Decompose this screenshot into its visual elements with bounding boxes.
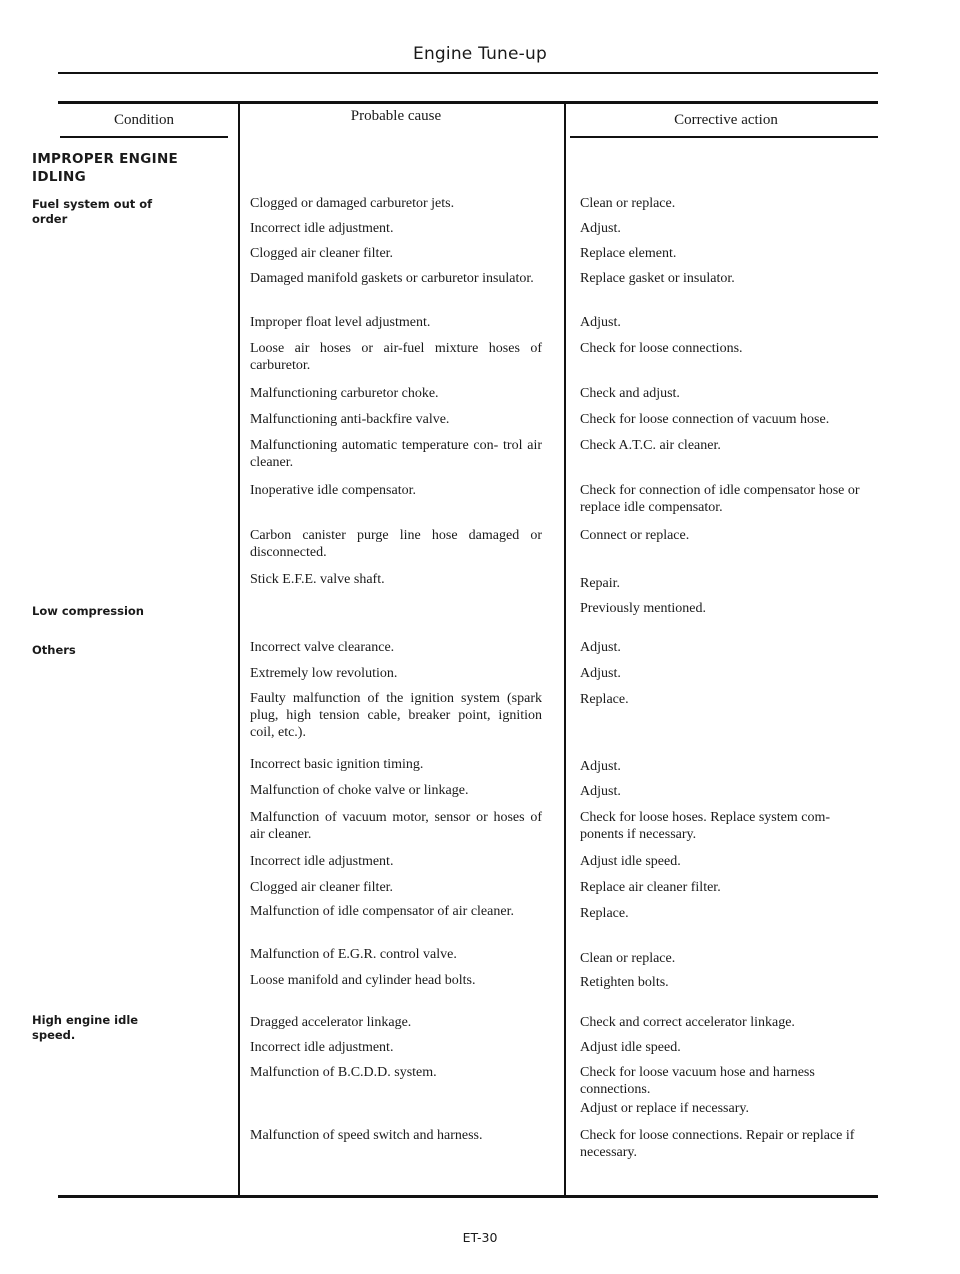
action-item: Clean or replace. [580,196,676,211]
action-item: Adjust. [580,315,621,330]
action-item: Adjust. [580,666,621,681]
cause-item: Malfunction of B.C.D.D. system. [250,1065,437,1080]
action-item: Check for loose connection of vacuum hose. [580,412,830,427]
cause-item: Clogged or damaged carburetor jets. [250,196,455,211]
action-item: Check and adjust. [580,386,680,401]
cause-item: Incorrect valve clearance. [250,640,395,655]
action-item: Adjust. [580,759,621,774]
condition-high-idle-speed: High engine idle speed. [32,1013,139,1042]
condition-improper-engine-idling: IMPROPER ENGINE IDLING [32,151,179,185]
cause-item: Clogged air cleaner filter. [250,880,394,895]
action-item: Adjust. [580,221,621,236]
cause-item: Incorrect idle adjustment. [250,854,394,869]
action-item: Check and correct accelerator linkage. [580,1015,795,1030]
column-header-corrective-action: Corrective action [674,112,778,128]
action-item: Adjust or replace if necessary. [580,1101,749,1116]
table-top-rule [58,101,878,104]
action-item: Check for connection of idle compensator hose or replace idle compensator. [580,483,860,515]
action-item: Adjust. [580,640,621,655]
action-item: Replace gasket or insulator. [580,271,735,286]
cause-item: Malfunction of speed switch and harness. [250,1128,483,1143]
action-item: Adjust idle speed. [580,854,681,869]
cause-item: Malfunction of E.G.R. control valve. [250,947,457,962]
header-rule [58,72,878,74]
cause-item: Loose air hoses or air-fuel mixture hoses of carburetor. [250,341,542,373]
cause-item: Malfunction of idle compensator of air cleaner. [250,904,514,919]
cause-item: Loose manifold and cylinder head bolts. [250,973,476,988]
action-item: Adjust. [580,784,621,799]
page-number: ET-30 [462,1230,498,1245]
action-item: Replace. [580,906,629,921]
cause-item: Incorrect idle adjustment. [250,221,394,236]
cause-item: Malfunctioning anti-backfire valve. [250,412,450,427]
action-item: Replace air cleaner filter. [580,880,721,895]
action-item: Check A.T.C. air cleaner. [580,438,721,453]
action-item: Check for loose connections. [580,341,743,356]
action-item: Previously mentioned. [580,601,706,616]
cause-item: Malfunction of vacuum motor, sensor or hoses of air cleaner. [250,810,542,842]
action-item: Replace. [580,692,629,707]
cause-item: Damaged manifold gaskets or carburetor insulator. [250,271,534,286]
condition-low-compression: Low compression [32,604,144,618]
column-header-condition: Condition [113,112,174,128]
cause-item: Carbon canister purge line hose damaged or disconnected. [250,528,542,560]
column-divider-right [564,101,566,1195]
action-item: Check for loose hoses. Replace system com- ponents if necessary. [580,810,830,842]
cause-item: Faulty malfunction of the ignition system (spark plug, high tension cable, breaker point, ignition coil, etc.). [250,691,542,740]
cause-item: Inoperative idle compensator. [250,483,416,498]
action-item: Connect or replace. [580,528,690,543]
cause-item: Stick E.F.E. valve shaft. [250,572,385,587]
condition-others: Others [32,643,76,657]
action-item: Replace element. [580,246,677,261]
cause-item: Extremely low revolution. [250,666,398,681]
cause-item: Malfunction of choke valve or linkage. [250,783,469,798]
condition-header-rule [60,136,228,138]
action-item: Clean or replace. [580,951,676,966]
cause-item: Malfunctioning carburetor choke. [250,386,439,401]
action-item: Retighten bolts. [580,975,669,990]
column-header-probable-cause: Probable cause [350,108,442,124]
action-item: Repair. [580,576,621,591]
cause-item: Incorrect basic ignition timing. [250,757,424,772]
cause-item: Malfunctioning automatic temperature con- trol air cleaner. [250,438,542,470]
column-divider-left [238,101,240,1195]
page-header: Engine Tune-up [413,44,547,64]
action-header-rule [570,136,878,138]
cause-item: Clogged air cleaner filter. [250,246,394,261]
condition-fuel-system: Fuel system out of order [32,197,153,226]
cause-item: Improper float level adjustment. [250,315,431,330]
action-item: Check for loose vacuum hose and harness connections. [580,1065,815,1097]
cause-item: Dragged accelerator linkage. [250,1015,412,1030]
action-item: Adjust idle speed. [580,1040,681,1055]
table-bottom-rule [58,1195,878,1198]
action-item: Check for loose connections. Repair or replace if necessary. [580,1128,855,1160]
cause-item: Incorrect idle adjustment. [250,1040,394,1055]
